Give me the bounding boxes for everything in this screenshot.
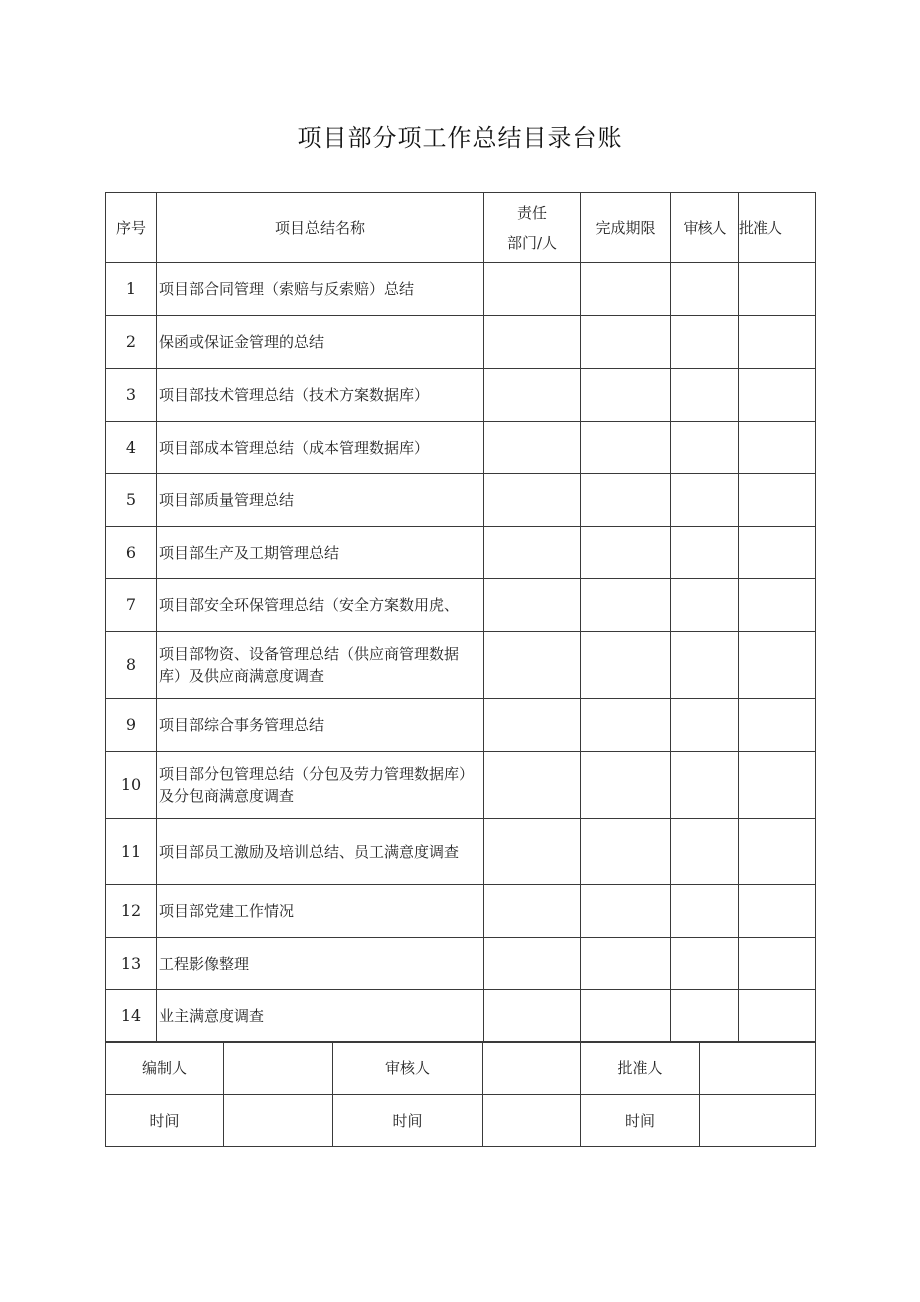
compiler-label: 编制人 <box>106 1042 224 1095</box>
row-summary-name: 项目部技术管理总结（技术方案数据库） <box>157 369 484 422</box>
table-row <box>106 938 816 990</box>
row-approver-cell[interactable] <box>739 316 816 369</box>
table-row <box>106 422 816 474</box>
row-dept-cell[interactable] <box>484 990 581 1043</box>
reviewer-time-value[interactable] <box>483 1095 581 1147</box>
table-row <box>106 819 816 885</box>
row-index: 10 <box>106 752 157 819</box>
row-summary-name: 项目部成本管理总结（成本管理数据库） <box>157 422 484 474</box>
header-dept <box>484 193 581 263</box>
row-reviewer-cell[interactable] <box>671 579 739 632</box>
page-title: 项目部分项工作总结目录台账 <box>297 124 623 152</box>
compiler-time-label: 时间 <box>106 1095 224 1147</box>
row-index: 8 <box>106 632 157 699</box>
row-dept-cell[interactable] <box>484 422 581 474</box>
table-row <box>106 369 816 422</box>
row-deadline-cell[interactable] <box>581 316 671 369</box>
row-reviewer-cell[interactable] <box>671 938 739 990</box>
row-dept-cell[interactable] <box>484 263 581 316</box>
row-approver-cell[interactable] <box>739 263 816 316</box>
row-deadline-cell[interactable] <box>581 422 671 474</box>
row-summary-name: 项目部党建工作情况 <box>157 885 484 938</box>
row-index: 14 <box>106 990 157 1043</box>
row-summary-name: 项目部安全环保管理总结（安全方案数用虎、 <box>157 579 484 632</box>
row-approver-cell[interactable] <box>739 752 816 819</box>
time-row <box>106 1095 816 1147</box>
row-summary-name: 项目部生产及工期管理总结 <box>157 527 484 579</box>
approver-time-label: 时间 <box>581 1095 700 1147</box>
row-reviewer-cell[interactable] <box>671 990 739 1043</box>
row-summary-name: 保函或保证金管理的总结 <box>157 316 484 369</box>
row-summary-name: 工程影像整理 <box>157 938 484 990</box>
row-reviewer-cell[interactable] <box>671 819 739 885</box>
row-reviewer-cell[interactable] <box>671 316 739 369</box>
table-row <box>106 990 816 1043</box>
header-approver: 批准人 <box>739 193 816 263</box>
row-summary-name: 项目部物资、设备管理总结（供应商管理数据库）及供应商满意度调查 <box>157 632 484 699</box>
table-row <box>106 263 816 316</box>
table-row <box>106 632 816 699</box>
compiler-value[interactable] <box>224 1042 333 1095</box>
reviewer-time-label: 时间 <box>333 1095 483 1147</box>
row-dept-cell[interactable] <box>484 819 581 885</box>
row-index: 11 <box>106 819 157 885</box>
row-index: 13 <box>106 938 157 990</box>
row-summary-name: 业主满意度调查 <box>157 990 484 1043</box>
summary-table <box>105 192 816 1043</box>
row-summary-name: 项目部分包管理总结（分包及劳力管理数据库）及分包商满意度调查 <box>157 752 484 819</box>
row-approver-cell[interactable] <box>739 527 816 579</box>
row-deadline-cell[interactable] <box>581 819 671 885</box>
row-reviewer-cell[interactable] <box>671 885 739 938</box>
header-reviewer: 审核人 <box>671 193 739 263</box>
table-row <box>106 527 816 579</box>
signature-row <box>106 1042 816 1095</box>
table-row <box>106 474 816 527</box>
row-summary-name: 项目部质量管理总结 <box>157 474 484 527</box>
reviewer-label: 审核人 <box>333 1042 483 1095</box>
row-deadline-cell[interactable] <box>581 990 671 1043</box>
reviewer-value[interactable] <box>483 1042 581 1095</box>
row-index: 7 <box>106 579 157 632</box>
row-summary-name: 项目部合同管理（索赔与反索赔）总结 <box>157 263 484 316</box>
row-dept-cell[interactable] <box>484 474 581 527</box>
row-deadline-cell[interactable] <box>581 579 671 632</box>
header-dept-line1: 责任 <box>516 203 547 222</box>
table-row <box>106 316 816 369</box>
row-dept-cell[interactable] <box>484 752 581 819</box>
row-deadline-cell[interactable] <box>581 474 671 527</box>
row-deadline-cell[interactable] <box>581 632 671 699</box>
row-reviewer-cell[interactable] <box>671 474 739 527</box>
row-reviewer-cell[interactable] <box>671 263 739 316</box>
row-approver-cell[interactable] <box>739 990 816 1043</box>
row-dept-cell[interactable] <box>484 938 581 990</box>
row-summary-name: 项目部员工激励及培训总结、员工满意度调查 <box>157 819 484 885</box>
row-approver-cell[interactable] <box>739 422 816 474</box>
header-dept-line2: 部门/人 <box>506 233 558 252</box>
row-index: 1 <box>106 263 157 316</box>
row-dept-cell[interactable] <box>484 316 581 369</box>
table-row <box>106 579 816 632</box>
row-index: 2 <box>106 316 157 369</box>
compiler-time-value[interactable] <box>224 1095 333 1147</box>
row-index: 9 <box>106 699 157 752</box>
row-deadline-cell[interactable] <box>581 699 671 752</box>
row-deadline-cell[interactable] <box>581 527 671 579</box>
header-deadline: 完成期限 <box>581 193 671 263</box>
row-deadline-cell[interactable] <box>581 885 671 938</box>
row-dept-cell[interactable] <box>484 369 581 422</box>
row-summary-name: 项目部综合事务管理总结 <box>157 699 484 752</box>
row-deadline-cell[interactable] <box>581 263 671 316</box>
row-reviewer-cell[interactable] <box>671 699 739 752</box>
row-dept-cell[interactable] <box>484 527 581 579</box>
row-deadline-cell[interactable] <box>581 369 671 422</box>
row-index: 6 <box>106 527 157 579</box>
row-index: 3 <box>106 369 157 422</box>
header-name: 项目总结名称 <box>157 193 484 263</box>
row-approver-cell[interactable] <box>739 885 816 938</box>
row-reviewer-cell[interactable] <box>671 422 739 474</box>
table-row <box>106 752 816 819</box>
row-approver-cell[interactable] <box>739 938 816 990</box>
row-dept-cell[interactable] <box>484 632 581 699</box>
row-reviewer-cell[interactable] <box>671 527 739 579</box>
row-approver-cell[interactable] <box>739 369 816 422</box>
row-approver-cell[interactable] <box>739 474 816 527</box>
approver-value[interactable] <box>700 1042 816 1095</box>
row-reviewer-cell[interactable] <box>671 632 739 699</box>
row-approver-cell[interactable] <box>739 632 816 699</box>
table-row <box>106 885 816 938</box>
row-index: 12 <box>106 885 157 938</box>
row-approver-cell[interactable] <box>739 699 816 752</box>
row-reviewer-cell[interactable] <box>671 752 739 819</box>
row-dept-cell[interactable] <box>484 579 581 632</box>
table-row <box>106 699 816 752</box>
row-deadline-cell[interactable] <box>581 752 671 819</box>
signature-table <box>105 1041 816 1147</box>
row-approver-cell[interactable] <box>739 579 816 632</box>
table-header-row <box>106 193 816 263</box>
row-approver-cell[interactable] <box>739 819 816 885</box>
header-index: 序号 <box>106 193 157 263</box>
row-index: 4 <box>106 422 157 474</box>
row-dept-cell[interactable] <box>484 885 581 938</box>
approver-time-value[interactable] <box>700 1095 816 1147</box>
row-deadline-cell[interactable] <box>581 938 671 990</box>
row-reviewer-cell[interactable] <box>671 369 739 422</box>
row-index: 5 <box>106 474 157 527</box>
approver-label: 批准人 <box>581 1042 700 1095</box>
row-dept-cell[interactable] <box>484 699 581 752</box>
